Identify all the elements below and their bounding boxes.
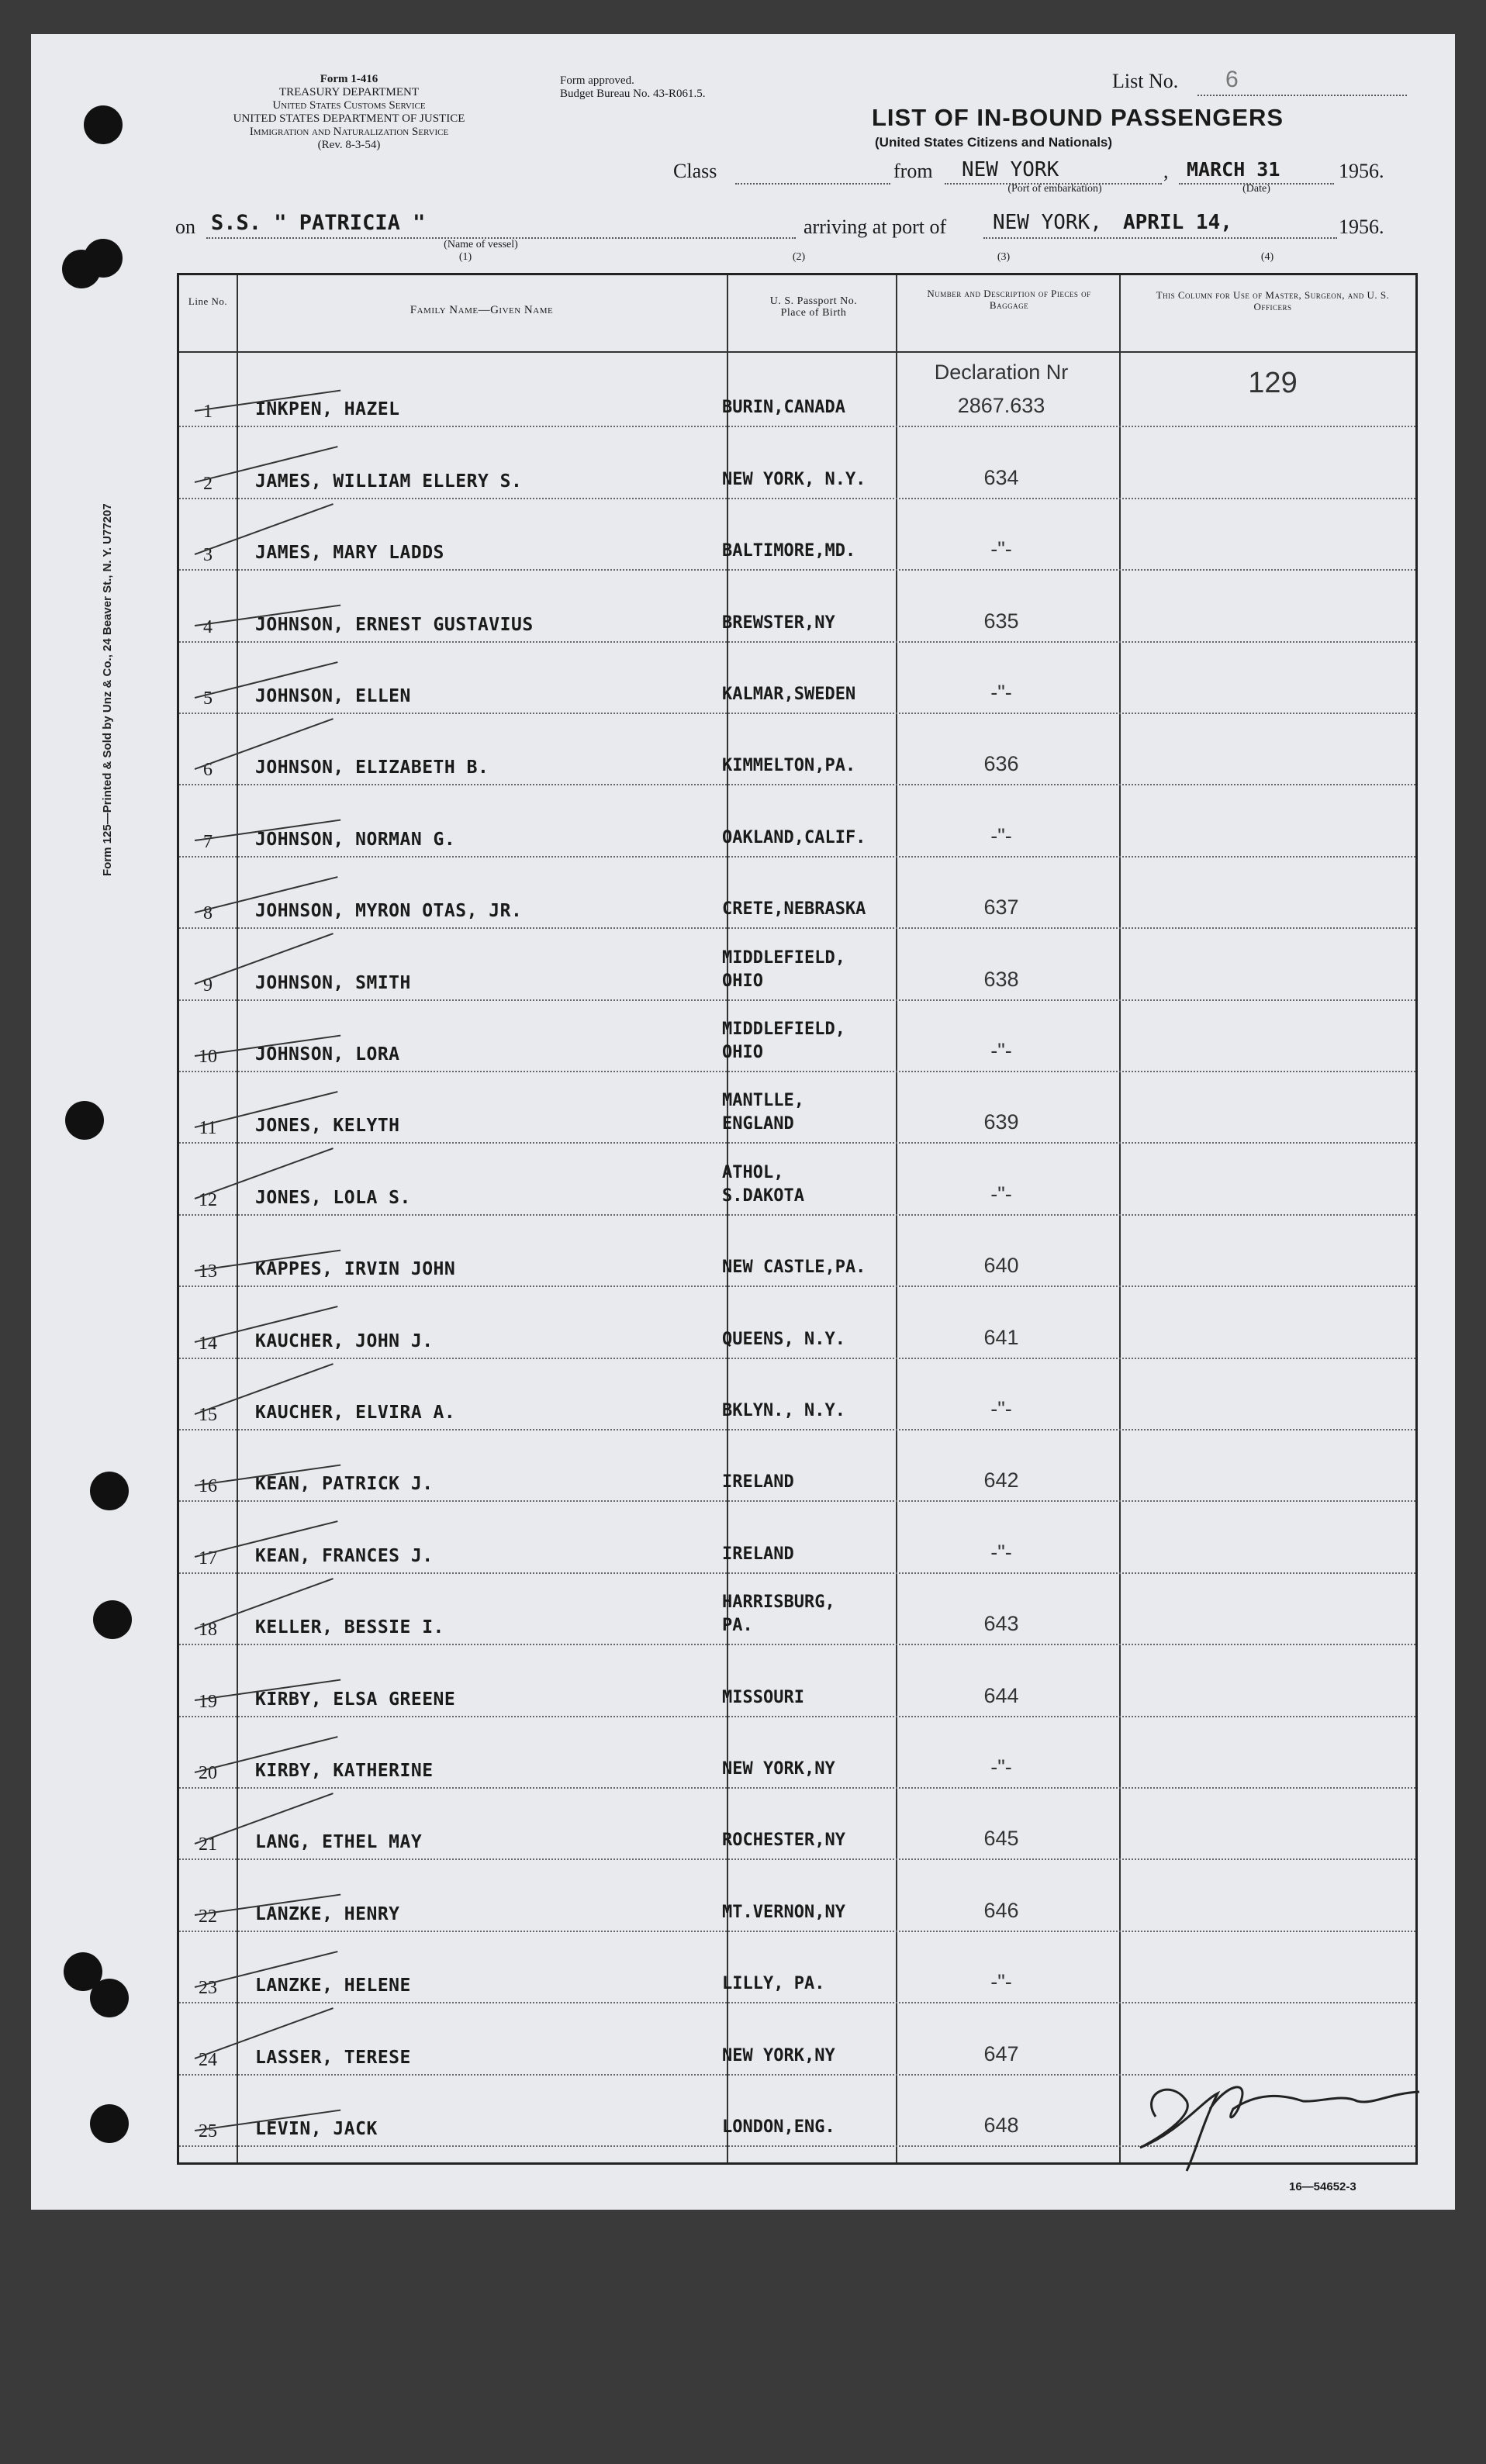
passenger-name: KIRBY, ELSA GREENE <box>255 1689 456 1710</box>
embarkation-year: 1956. <box>1339 160 1384 182</box>
place-of-birth: OAKLAND,CALIF. <box>722 827 866 847</box>
line-number: 5 <box>203 688 213 709</box>
caption-1: (1) <box>458 251 472 263</box>
passenger-name: JOHNSON, SMITH <box>255 972 411 993</box>
vessel-name: S.S. " PATRICIA " <box>211 211 426 235</box>
punch-hole <box>84 105 123 144</box>
passenger-name: JOHNSON, MYRON OTAS, JR. <box>255 901 523 922</box>
col-family-name: Family Name—Given Name <box>410 304 554 316</box>
table-row <box>179 1789 1415 1860</box>
line-number: 20 <box>199 1762 217 1783</box>
signature-mark <box>1109 2047 1435 2179</box>
passenger-name: KEAN, FRANCES J. <box>255 1545 434 1566</box>
table-row <box>179 1932 1415 2003</box>
passenger-name: LANZKE, HELENE <box>255 1976 411 1996</box>
passenger-name: JAMES, WILLIAM ELLERY S. <box>255 471 523 492</box>
col-baggage: Number and Description of Pieces of Baggage <box>927 288 1091 311</box>
place-of-birth: MISSOURI <box>722 1687 804 1707</box>
table-row <box>179 1001 1415 1072</box>
place-of-birth: IRELAND <box>722 1544 794 1564</box>
passenger-name: JOHNSON, ELIZABETH B. <box>255 757 489 778</box>
approval-block <box>560 74 705 101</box>
place-of-birth: MANTLLE, ENGLAND <box>722 1091 804 1134</box>
line-number: 4 <box>203 616 213 637</box>
place-of-birth: NEW CASTLE,PA. <box>722 1258 866 1278</box>
line-number: 12 <box>199 1189 217 1210</box>
line-number: 10 <box>199 1046 217 1067</box>
embarkation-date: MARCH 31 <box>1187 158 1280 181</box>
punch-hole <box>90 1979 129 2017</box>
baggage-number: 646 <box>983 1898 1019 1922</box>
line-number: 7 <box>203 831 213 852</box>
place-of-birth: LONDON,ENG. <box>722 2117 835 2137</box>
punch-hole <box>62 250 101 288</box>
from-label: from <box>893 160 933 182</box>
passenger-name: KELLER, BESSIE I. <box>255 1617 444 1638</box>
place-of-birth: ROCHESTER,NY <box>722 1831 845 1851</box>
place-of-birth: BREWSTER,NY <box>722 613 835 633</box>
form-revision: (Rev. 8-3-54) <box>317 139 381 151</box>
list-number: 6 <box>1225 67 1239 92</box>
table-row <box>179 1430 1415 1502</box>
col-officers: This Column for Use of Master, Surgeon, and U. S. Officers <box>1156 289 1390 312</box>
line-number: 17 <box>199 1548 217 1568</box>
baggage-number: -"- <box>990 1755 1012 1779</box>
baggage-number: -"- <box>990 1540 1012 1564</box>
declaration-label: Declaration Nr <box>934 361 1069 384</box>
place-of-birth: NEW YORK,NY <box>722 2045 835 2065</box>
baggage-number: -"- <box>990 823 1012 847</box>
passenger-name: JAMES, MARY LADDS <box>255 543 444 564</box>
officer-mark: 129 <box>1248 367 1298 399</box>
line-number: 3 <box>203 545 213 566</box>
place-of-birth: MT.VERNON,NY <box>722 1902 845 1922</box>
place-of-birth: QUEENS, N.Y. <box>722 1329 845 1349</box>
place-of-birth: LILLY, PA. <box>722 1974 825 1994</box>
line-number: 23 <box>199 1978 217 1999</box>
punch-hole <box>90 1472 129 1510</box>
passenger-table <box>177 273 1418 2165</box>
baggage-number: -"- <box>990 1038 1012 1062</box>
line-number: 24 <box>199 2049 217 2070</box>
class-label: Class <box>673 160 717 182</box>
line-number: 6 <box>203 760 213 781</box>
agency-block <box>171 73 527 152</box>
col-line-no: Line No. <box>188 295 228 307</box>
passenger-name: LEVIN, JACK <box>255 2118 378 2139</box>
table-row <box>179 1502 1415 1573</box>
place-of-birth: CRETE,NEBRASKA <box>722 899 866 920</box>
caption-3: (3) <box>997 251 1011 263</box>
line-number: 22 <box>199 1906 217 1927</box>
baggage-number: 638 <box>983 967 1019 991</box>
place-of-birth: BKLYN., N.Y. <box>722 1400 845 1420</box>
baggage-number: 643 <box>983 1612 1019 1636</box>
passenger-name: JOHNSON, ERNEST GUSTAVIUS <box>255 614 534 635</box>
agency-justice: UNITED STATES DEPARTMENT OF JUSTICE <box>233 112 465 125</box>
line-number: 18 <box>199 1620 217 1641</box>
table-row <box>179 1860 1415 1931</box>
table-row <box>179 356 1415 427</box>
passenger-name: LANG, ETHEL MAY <box>255 1832 423 1853</box>
passenger-name: KAPPES, IRVIN JOHN <box>255 1259 456 1280</box>
table-row <box>179 929 1415 1000</box>
passenger-name: JONES, LOLA S. <box>255 1187 411 1208</box>
line-number: 9 <box>203 975 213 996</box>
table-row <box>179 1287 1415 1358</box>
passenger-name: KEAN, PATRICK J. <box>255 1474 434 1495</box>
agency-customs: United States Customs Service <box>272 99 426 112</box>
arriving-label: arriving at port of <box>803 216 947 238</box>
baggage-number: 645 <box>983 1827 1019 1851</box>
table-row <box>179 1072 1415 1144</box>
punch-hole <box>90 2104 129 2143</box>
caption-2: (2) <box>792 251 806 263</box>
form-approval: Form approved. <box>560 74 634 87</box>
line-number: 1 <box>203 402 213 423</box>
line-number: 16 <box>199 1476 217 1497</box>
baggage-number: -"- <box>990 1396 1012 1420</box>
place-of-birth: BURIN,CANADA <box>722 398 845 418</box>
baggage-number: 640 <box>983 1254 1019 1278</box>
baggage-number: -"- <box>990 680 1012 704</box>
passenger-name: JOHNSON, LORA <box>255 1044 400 1065</box>
baggage-number: 644 <box>983 1683 1019 1707</box>
agency-ins: Immigration and Naturalization Service <box>249 126 449 138</box>
arrival-date: APRIL 14, <box>1123 211 1232 234</box>
baggage-number: -"- <box>990 1182 1012 1206</box>
table-row <box>179 1359 1415 1430</box>
passenger-name: LASSER, TERESE <box>255 2047 411 2068</box>
agency-treasury: TREASURY DEPARTMENT <box>278 86 420 98</box>
on-label: on <box>175 216 195 238</box>
place-of-birth: MIDDLEFIELD, OHIO <box>722 1019 845 1062</box>
passenger-name: JOHNSON, ELLEN <box>255 685 411 706</box>
caption-4: (4) <box>1260 251 1274 263</box>
table-row <box>179 427 1415 499</box>
line-number: 2 <box>203 473 213 494</box>
punch-hole <box>65 1101 104 1140</box>
place-of-birth: IRELAND <box>722 1472 794 1493</box>
table-row <box>179 1144 1415 1215</box>
baggage-number: -"- <box>990 537 1012 561</box>
table-row <box>179 785 1415 857</box>
form-code: 16—54652-3 <box>1289 2180 1356 2193</box>
line-number: 19 <box>199 1691 217 1712</box>
baggage-number: 634 <box>983 465 1019 489</box>
baggage-number: 642 <box>983 1468 1019 1493</box>
vessel-caption: (Name of vessel) <box>444 239 518 250</box>
place-of-birth: KIMMELTON,PA. <box>722 756 856 776</box>
passenger-name: JONES, KELYTH <box>255 1116 400 1137</box>
baggage-number: 635 <box>983 609 1019 633</box>
place-of-birth: NEW YORK, N.Y. <box>722 469 866 489</box>
line-number: 15 <box>199 1404 217 1425</box>
page-subtitle: (United States Citizens and Nationals) <box>875 135 1113 150</box>
table-row <box>179 858 1415 929</box>
place-of-birth: ATHOL, S.DAKOTA <box>722 1162 804 1206</box>
table-row <box>179 714 1415 785</box>
place-of-birth: NEW YORK,NY <box>722 1758 835 1779</box>
baggage-number: -"- <box>990 1970 1012 1994</box>
line-number: 21 <box>199 1834 217 1855</box>
baggage-number: 641 <box>983 1325 1019 1349</box>
line-number: 25 <box>199 2121 217 2141</box>
page-title: LIST OF IN-BOUND PASSENGERS <box>872 104 1284 131</box>
place-of-birth: BALTIMORE,MD. <box>722 541 856 561</box>
table-row <box>179 1645 1415 1717</box>
port-caption: (Port of embarkation) <box>1007 183 1102 195</box>
table-row <box>179 1717 1415 1789</box>
line-number: 13 <box>199 1261 217 1282</box>
date-caption: (Date) <box>1242 183 1270 195</box>
col-passport: U. S. Passport No. Place of Birth <box>769 295 858 319</box>
arrival-year: 1956. <box>1339 216 1384 238</box>
table-row <box>179 571 1415 642</box>
form-number: Form 1-416 <box>320 73 378 85</box>
arrival-port: NEW YORK, <box>993 211 1102 234</box>
place-of-birth: HARRISBURG, PA. <box>722 1593 835 1636</box>
passenger-name: KIRBY, KATHERINE <box>255 1760 434 1781</box>
baggage-number: 637 <box>983 896 1019 920</box>
place-of-birth: MIDDLEFIELD, OHIO <box>722 947 845 991</box>
baggage-number: 2867.633 <box>957 394 1045 418</box>
punch-hole <box>93 1600 132 1639</box>
line-number: 11 <box>199 1118 217 1139</box>
place-of-birth: KALMAR,SWEDEN <box>722 684 856 704</box>
baggage-number: 647 <box>983 2041 1019 2065</box>
baggage-number: 639 <box>983 1110 1019 1134</box>
passenger-name: KAUCHER, ELVIRA A. <box>255 1402 456 1423</box>
list-number-label: List No. <box>1112 70 1179 92</box>
passenger-name: JOHNSON, NORMAN G. <box>255 829 456 850</box>
table-row <box>179 499 1415 571</box>
line-number: 14 <box>199 1333 217 1354</box>
passenger-name: LANZKE, HENRY <box>255 1903 400 1924</box>
table-row <box>179 643 1415 714</box>
passenger-name: INKPEN, HAZEL <box>255 399 400 420</box>
printer-imprint: Form 125—Printed & Sold by Unz & Co., 24 Beaver St., N. Y. U77207 <box>101 503 114 876</box>
passenger-name: KAUCHER, JOHN J. <box>255 1330 434 1351</box>
table-row <box>179 1216 1415 1287</box>
line-number: 8 <box>203 903 213 924</box>
embarkation-port: NEW YORK <box>962 158 1059 181</box>
budget-bureau: Budget Bureau No. 43-R061.5. <box>560 88 706 100</box>
table-row <box>179 1574 1415 1645</box>
baggage-number: 648 <box>983 2113 1019 2137</box>
baggage-number: 636 <box>983 752 1019 776</box>
